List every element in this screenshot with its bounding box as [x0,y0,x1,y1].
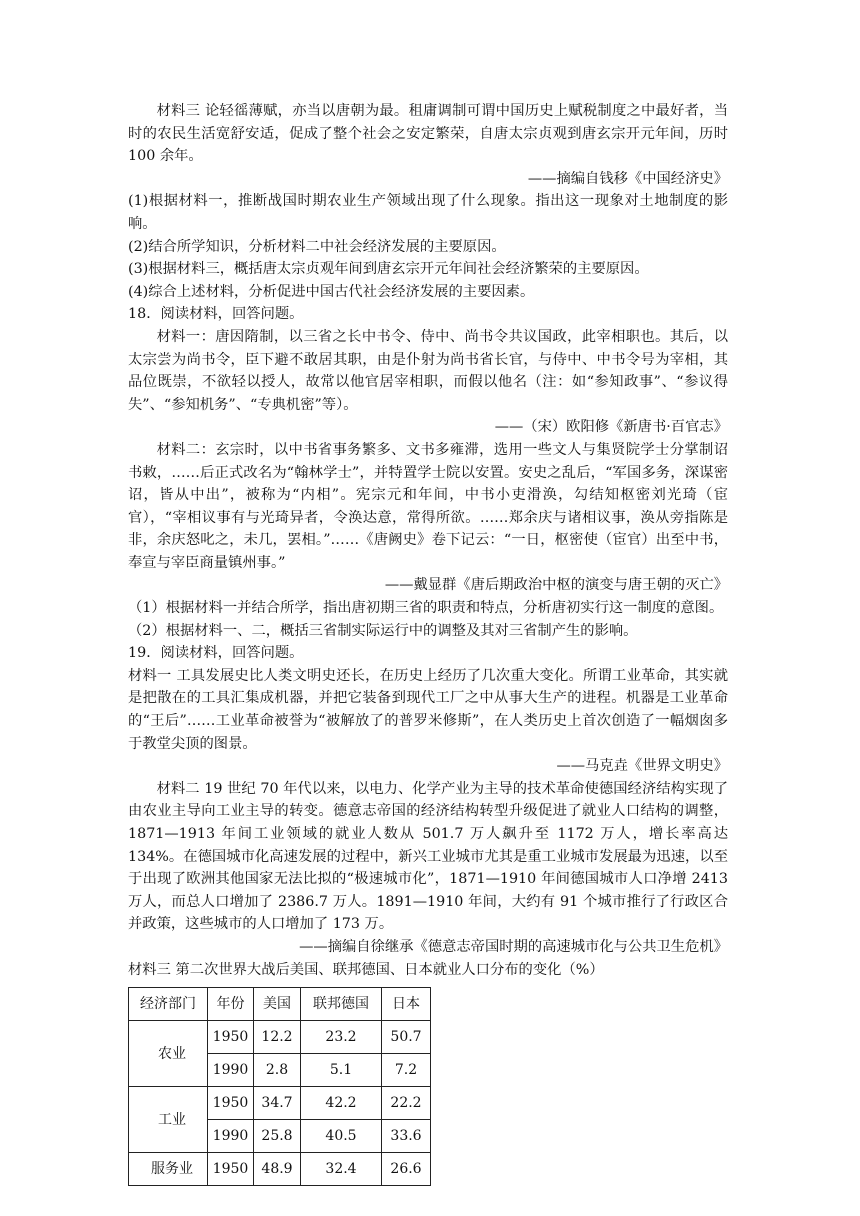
japan-cell: 50.7 [382,1021,431,1054]
q18-material2: 材料二：玄宗时，以中书省事务繁多、文书多雍滞，选用一些文人与集贤院学士分掌制诏书敕，……后正式改名为“翰林学士”，并特置学士院以安置。安史之乱后，“军国多务，深谋密诏，皆从中出”，被称为“内相”。宪宗元和年间，中书小吏滑涣，勾结知枢密刘光琦（宦官），“宰相议事有与光琦异者，令涣达意，常得所欲。……郑余庆与诸相议事，涣从旁指陈是非，余庆怒叱之，未几，罢相。”……《唐阙史》卷下记云：“一日，枢密使（宦官）出至中书，奉宣与宰臣商量镇州事。” [128,441,728,571]
q19-heading: 19．阅读材料，回答问题。 [128,645,304,662]
us-cell: 2.8 [254,1054,301,1087]
us-cell: 48.9 [254,1153,301,1186]
west-germany-cell: 5.1 [301,1054,382,1087]
japan-cell: 33.6 [382,1120,431,1153]
q17-question-1: (1)根据材料一，推断战国时期农业生产领域出现了什么现象。指出这一现象对土地制度的影响。 [128,193,728,232]
table-header-cell: 美国 [254,988,301,1021]
table-header-cell: 经济部门 [129,988,208,1021]
table-header-cell: 日本 [382,988,431,1021]
q18-material1-source: ——（宋）欧阳修《新唐书·百官志》 [494,419,728,436]
sector-cell: 农业 [129,1021,208,1087]
japan-cell: 7.2 [382,1054,431,1087]
q17-question-4: (4)综合上述材料，分析促进中国古代社会经济发展的主要因素。 [128,283,535,300]
table-header-cell: 年份 [208,988,254,1021]
table-header-cell: 联邦德国 [301,988,382,1021]
q19-material2: 材料二 19 世纪 70 年代以来，以电力、化学产业为主导的技术革命使德国经济结构实现了由农业主导向工业主导的转变。德意志帝国的经济结构转型升级促进了就业人口结构的调整，1871—1913 年间工业领域的就业人数从 501.7 万人飙升至 1172 万人，增长率高达 134%。在德国城市化高速发展的过程中，新兴工业城市尤其是重工业城市发展最为迅速，以至于出现了欧洲其他国家无法比拟的“极速城市化”，1871—1910 年间德国城市人口净增 2413 万人，而总人口增加了 2386.7 万人。1891—1910 年间，大约有 91 个城市推行了行政区合并政策，这些城市的人口增加了 173 万。 [128,780,728,933]
q18-question-1: （1）根据材料一并结合所学，指出唐初期三省的职责和特点，分析唐初实行这一制度的意图。 [128,600,724,617]
q17-material3: 材料三 论轻徭薄赋，亦当以唐朝为最。租庸调制可谓中国历史上赋税制度之中最好者，当时的农民生活宽舒安适，促成了整个社会之安定繁荣，自唐太宗贞观到唐玄宗开元年间，历时 100 余年。 [128,103,728,165]
sector-cell: 工业 [129,1087,208,1153]
year-cell: 1950 [208,1087,254,1120]
year-cell: 1990 [208,1054,254,1087]
table-row [129,1153,431,1186]
sector-cell: 服务业 [129,1153,208,1186]
q17-material3-source: ——摘编自钱移《中国经济史》 [527,170,728,187]
table-row [129,1087,431,1120]
us-cell: 34.7 [254,1087,301,1120]
year-cell: 1950 [208,1153,254,1186]
us-cell: 25.8 [254,1120,301,1153]
q17-question-3: (3)根据材料三，概括唐太宗贞观年间到唐玄宗开元年间社会经济繁荣的主要原因。 [128,261,649,278]
q19-material3-caption: 材料三 第二次世界大战后美国、联邦德国、日本就业人口分布的变化（%） [128,961,604,978]
table-header-row [129,988,431,1021]
year-cell: 1990 [208,1120,254,1153]
q19-material1: 材料一 工具发展史比人类文明史还长，在历史上经历了几次重大变化。所谓工业革命，其实就是把散在的工具汇集成机器，并把它装备到现代工厂之中从事大生产的进程。机器是工业革命的“王后”……工业革命被誉为“被解放了的普罗米修斯”，在人类历史上首次创造了一幅烟囱多于教堂尖顶的图景。 [128,667,728,752]
table-row [129,1021,431,1054]
q17-question-2: (2)结合所学知识，分析材料二中社会经济发展的主要原因。 [128,238,506,255]
exam-page [128,100,728,1186]
employment-distribution-table [128,987,431,1186]
q18-heading: 18．阅读材料，回答问题。 [128,306,304,323]
year-cell: 1950 [208,1021,254,1054]
q19-material1-source: ——马克垚《世界文明史》 [556,758,728,775]
q18-question-2: （2）根据材料一、二，概括三省制实际运行中的调整及其对三省制产生的影响。 [128,622,638,639]
us-cell: 12.2 [254,1021,301,1054]
west-germany-cell: 40.5 [301,1120,382,1153]
q19-material2-source: ——摘编自徐继承《德意志帝国时期的高速城市化与公共卫生危机》 [299,938,728,955]
japan-cell: 26.6 [382,1153,431,1186]
japan-cell: 22.2 [382,1087,431,1120]
west-germany-cell: 23.2 [301,1021,382,1054]
q18-material1: 材料一：唐因隋制，以三省之长中书令、侍中、尚书令共议国政，此宰相职也。其后，以太宗尝为尚书令，臣下避不敢居其职，由是仆射为尚书省长官，与侍中、中书令号为宰相，其品位既崇，不欲轻以授人，故常以他官居宰相职，而假以他名（注：如“参知政事”、“参议得失”、“参知机务”、“专典机密”等）。 [128,328,728,413]
west-germany-cell: 42.2 [301,1087,382,1120]
west-germany-cell: 32.4 [301,1153,382,1186]
q18-material2-source: ——戴显群《唐后期政治中枢的演变与唐王朝的灭亡》 [384,577,728,594]
